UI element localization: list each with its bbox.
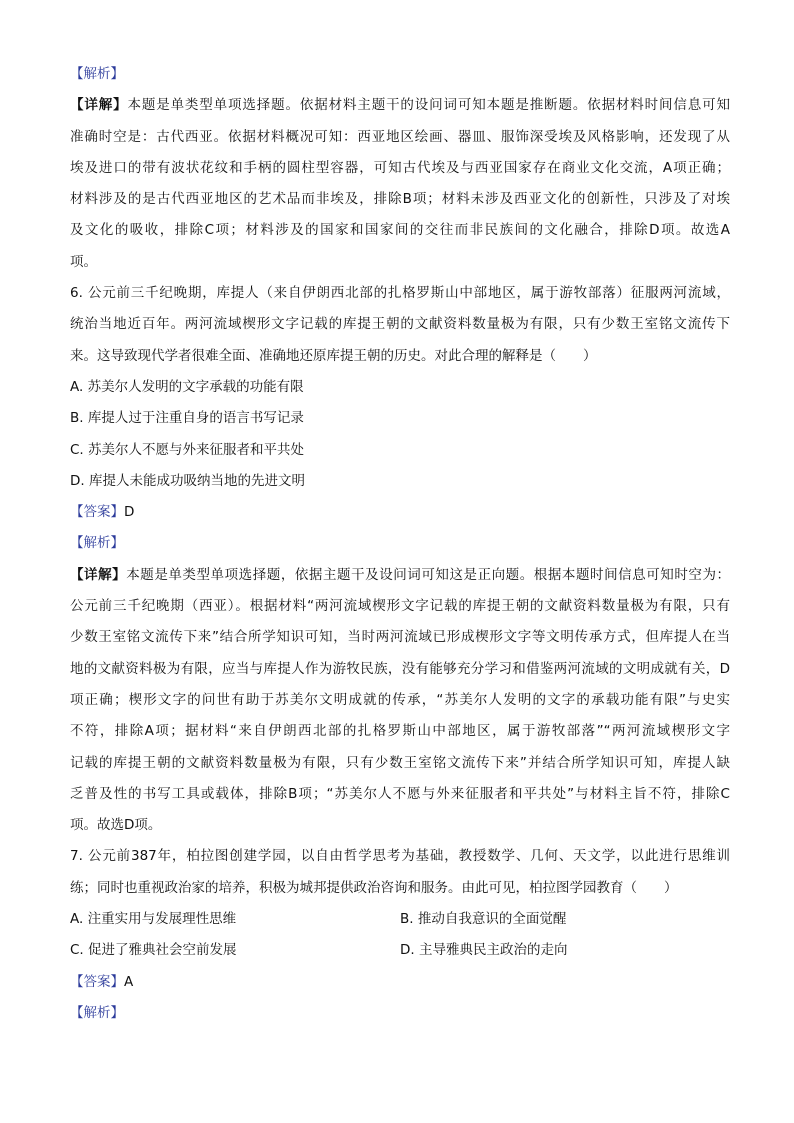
q6-detail-line: 【详解】本题是单类型单项选择题，依据主题干及设问词可知这是正向题。根据本题时间信息可知时空为： xyxy=(70,566,731,583)
q5-detail-line: 准确时空是：古代西亚。依据材料概况可知：西亚地区绘画、器皿、服饰深受埃及风格影响，还发现了从 xyxy=(70,128,730,145)
q7-options-row xyxy=(70,936,730,967)
q5-detail-line: 埃及进口的带有波状花纹和手柄的圆柱型容器，可知古代埃及与西亚国家存在商业文化交流，A项正确； xyxy=(70,159,730,176)
q5-detail-line: 材料涉及的是古代西亚地区的艺术品而非埃及，排除B项；材料未涉及西亚文化的创新性，只涉及了对埃 xyxy=(70,191,730,208)
q5-detail-line: 及文化的吸收，排除C项；材料涉及的国家和国家间的交往而非民族间的文化融合，排除D项。故选A xyxy=(70,222,730,239)
q6-detail-line: 少数王室铭文流传下来”结合所学知识可知，当时两河流域已形成楔形文字等文明传承方式，但库提人在当 xyxy=(70,629,730,646)
q7-stem-line: 7. 公元前387年，柏拉图创建学园，以自由哲学思考为基础，教授数学、几何、天文学，以此进行思维训 xyxy=(70,848,730,865)
q6-answer-value: D xyxy=(124,504,135,521)
q7-options-row xyxy=(70,905,730,936)
q6-option-b: B. 库提人过于注重自身的语言书写记录 xyxy=(70,410,304,427)
document-page xyxy=(70,60,730,1030)
q6-detail-line: 乏普及性的书写工具或载体，排除B项；“苏美尔人不愿与外来征服者和平共处”与材料主旨不符，排除C xyxy=(70,785,730,802)
q7-stem-line: 练；同时也重视政治家的培养，积极为城邦提供政治咨询和服务。由此可见，柏拉图学园教育（ ） xyxy=(70,879,678,896)
q6-option-c: C. 苏美尔人不愿与外来征服者和平共处 xyxy=(70,441,305,458)
q5-analysis-label: 【解析】 xyxy=(70,66,124,82)
q7-option-d: D. 主导雅典民主政治的走向 xyxy=(400,942,568,959)
q6-stem-line: 来。这导致现代学者很难全面、准确地还原库提王朝的历史。对此合理的解释是（ ） xyxy=(70,347,597,364)
q7-option-b: B. 推动自我意识的全面觉醒 xyxy=(400,911,567,928)
q5-detail-line: 项。 xyxy=(70,253,97,270)
q6-option-d: D. 库提人未能成功吸纳当地的先进文明 xyxy=(70,472,305,489)
q6-stem-line: 统治当地近百年。两河流域楔形文字记载的库提王朝的文献资料数量极为有限，只有少数王室铭文流传下 xyxy=(70,316,730,333)
q7-analysis-label: 【解析】 xyxy=(70,1004,124,1021)
q6-detail-line: 公元前三千纪晚期（西亚）。根据材料“两河流域楔形文字记载的库提王朝的文献资料数量极为有限，只有 xyxy=(70,598,730,615)
q7-answer-label: 【答案】 xyxy=(70,973,124,990)
q6-analysis-label: 【解析】 xyxy=(70,535,124,552)
q7-answer xyxy=(70,968,730,999)
q6-detail-line: 不符，排除A项；据材料“来自伊朗西北部的扎格罗斯山中部地区，属于游牧部落”“两河流域楔形文字 xyxy=(70,723,730,740)
q7-answer-value: A xyxy=(124,973,134,990)
q6-option-a: A. 苏美尔人发明的文字承载的功能有限 xyxy=(70,378,304,395)
q7-option-c: C. 促进了雅典社会空前发展 xyxy=(70,942,237,959)
q6-detail-line: 地的文献资料极为有限，应当与库提人作为游牧民族，没有能够充分学习和借鉴两河流域的文明成就有关，D xyxy=(70,660,730,677)
q5-detail-label: 【详解】 xyxy=(70,97,128,114)
q6-detail-line: 项正确；楔形文字的问世有助于苏美尔文明成就的传承，“苏美尔人发明的文字的承载功能有限”与史实 xyxy=(70,691,730,708)
q6-detail-label: 【详解】 xyxy=(70,566,127,583)
q6-stem-line: 6. 公元前三千纪晚期，库提人（来自伊朗西北部的扎格罗斯山中部地区，属于游牧部落）征服两河流域， xyxy=(70,285,730,302)
q6-detail-line: 记载的库提王朝的文献资料数量极为有限，只有少数王室铭文流传下来”并结合所学知识可知，库提人缺 xyxy=(70,754,730,771)
q7-option-a: A. 注重实用与发展理性思维 xyxy=(70,911,237,928)
q6-detail-line: 项。故选D项。 xyxy=(70,817,162,834)
q6-answer-label: 【答案】 xyxy=(70,504,124,521)
q5-detail-line: 【详解】本题是单类型单项选择题。依据材料主题干的设问词可知本题是推断题。依据材料时间信息可知 xyxy=(70,97,731,114)
q6-answer xyxy=(70,498,730,529)
